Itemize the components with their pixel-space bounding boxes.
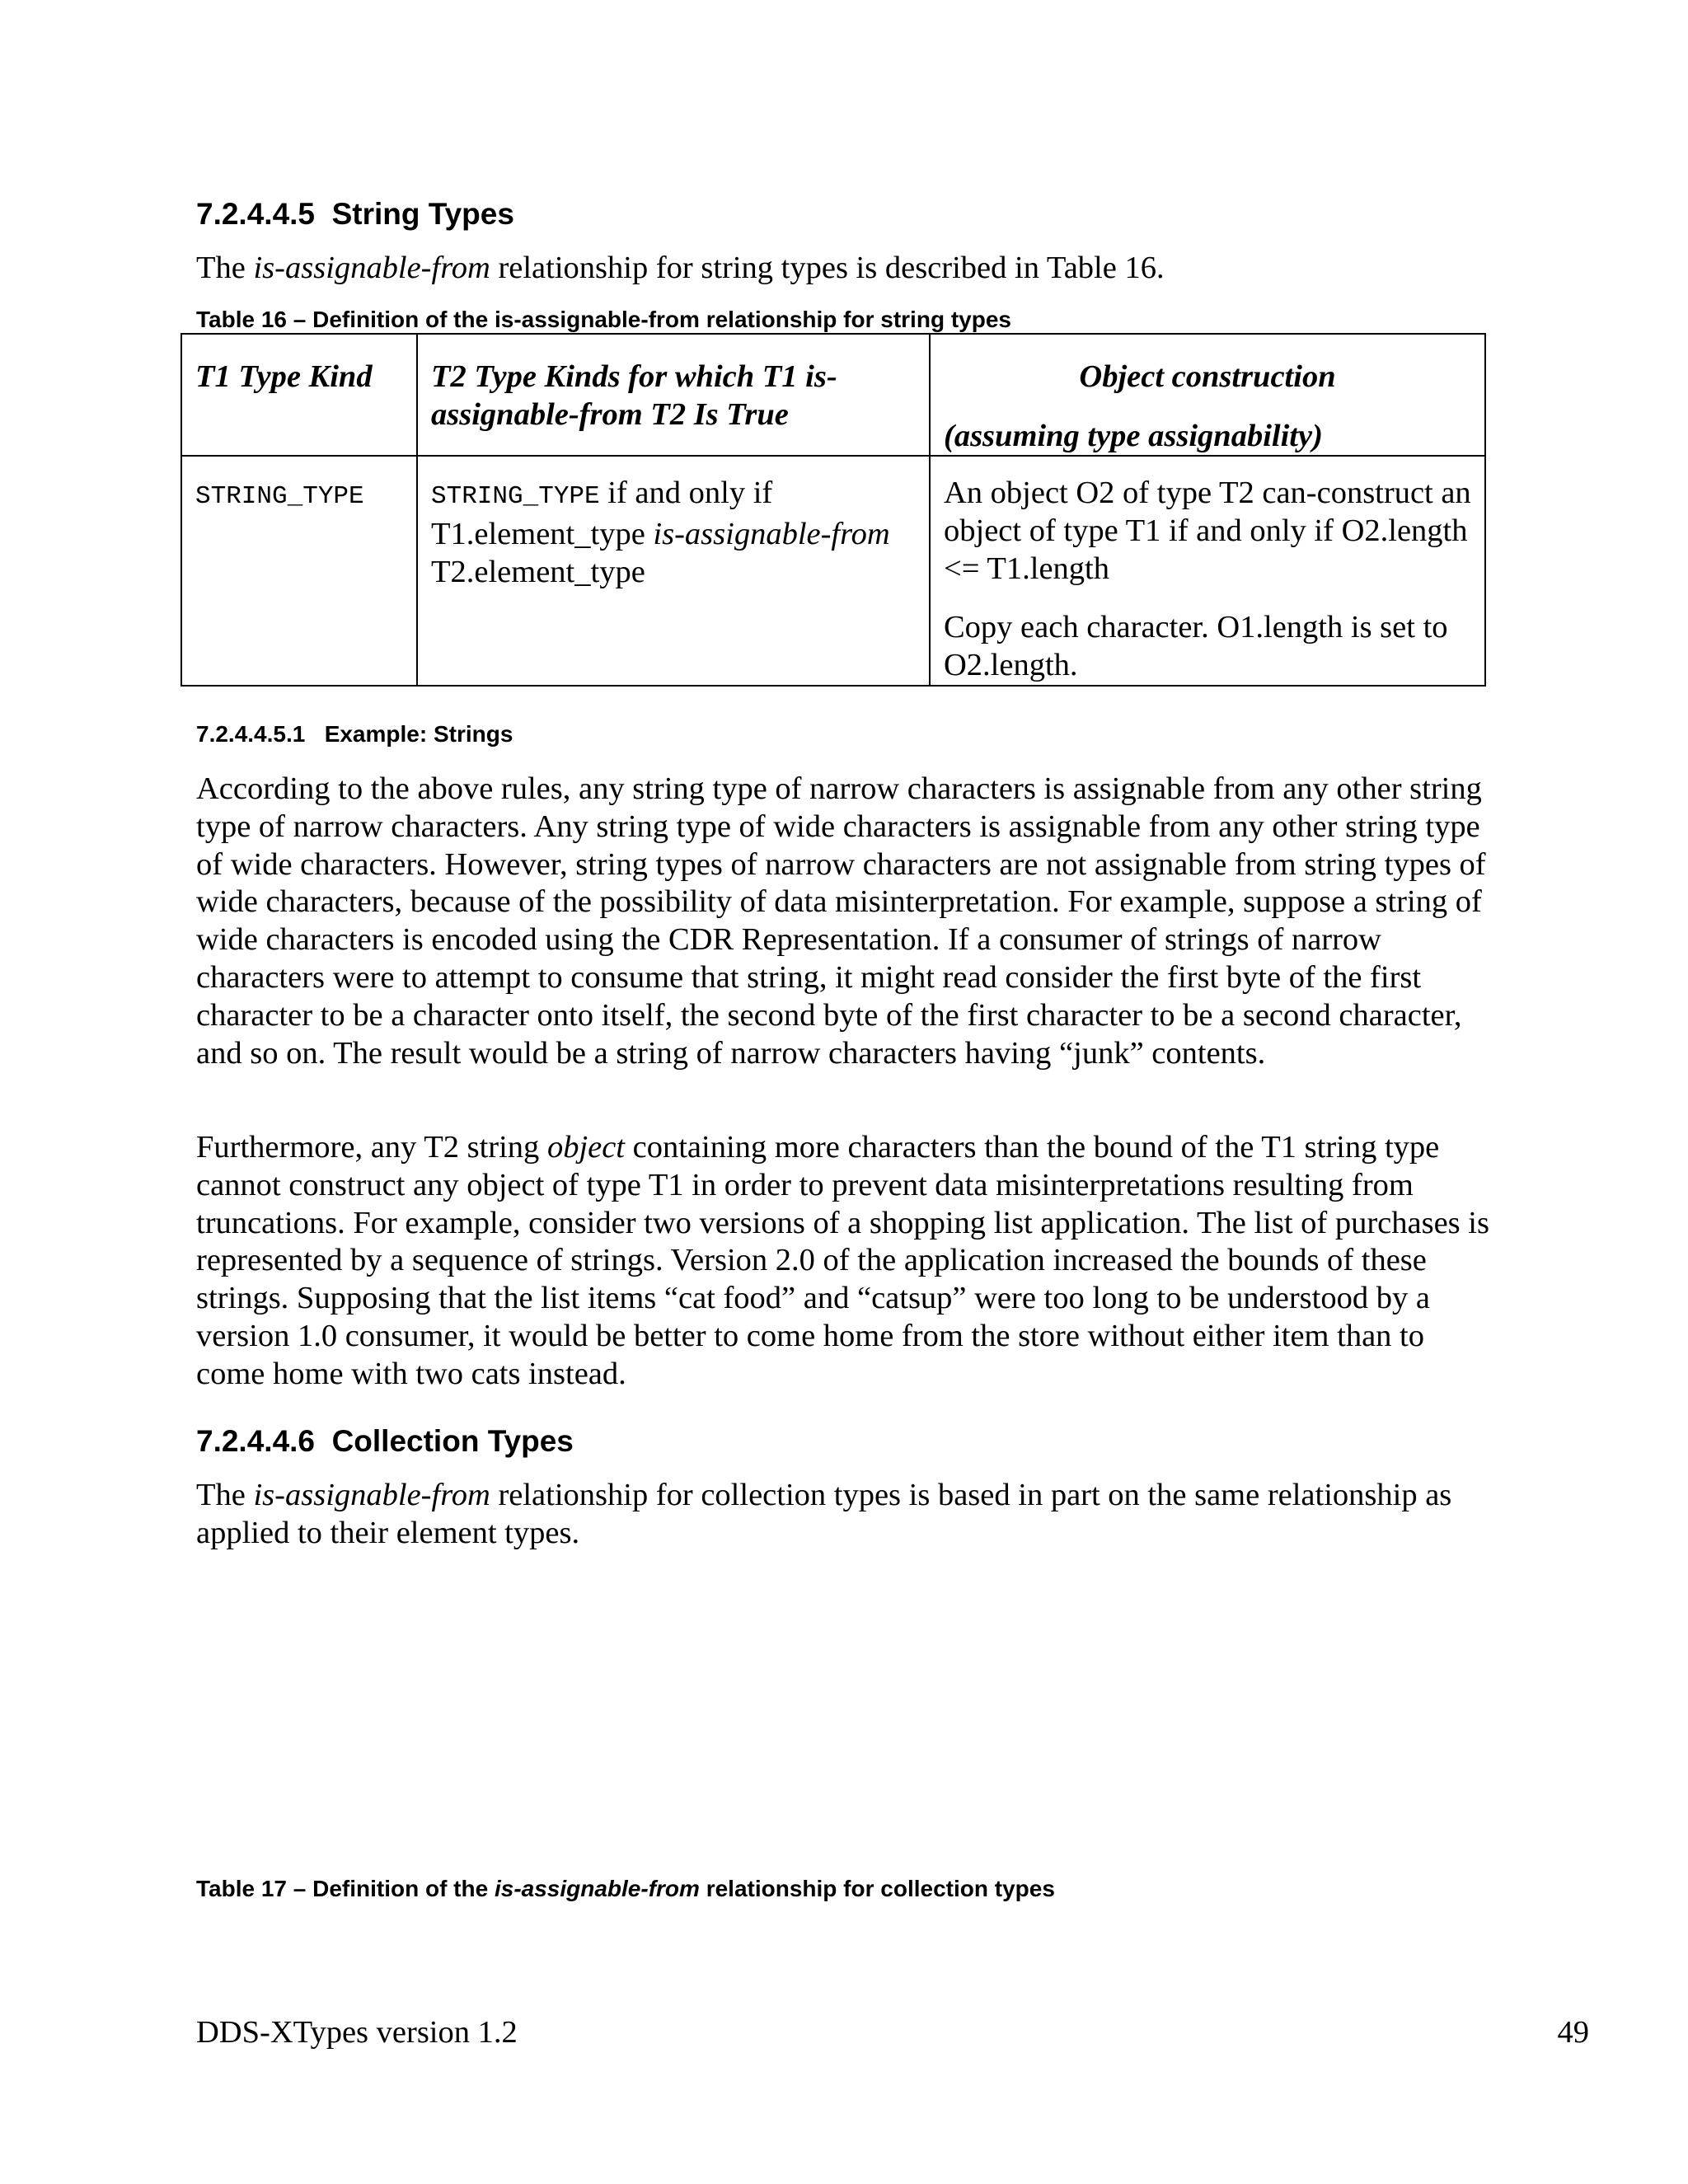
subsection-heading [196, 723, 513, 746]
subsection-title: Example: Strings [324, 721, 513, 747]
section-title: String Types [331, 197, 514, 231]
caption-text: relationship for collection types [699, 1876, 1055, 1901]
construction-paragraph: Copy each character. O1.length is set to O2.length. [944, 610, 1448, 683]
t2-kind-term: is-assignable-from [653, 516, 890, 551]
section-intro [196, 250, 1490, 288]
paragraph-text: Furthermore, any T2 string [196, 1130, 547, 1165]
intro-text: The [196, 251, 254, 285]
construction-paragraph: An object O2 of type T2 can-construct an object of type T1 if and only if O2.length <= T1.length [944, 476, 1471, 586]
section-intro [196, 1477, 1490, 1553]
section-heading [196, 1426, 574, 1456]
section-title: Collection Types [331, 1424, 574, 1458]
intro-term: is-assignable-from [253, 251, 490, 285]
t2-kind-code: STRING_TYPE [431, 482, 600, 511]
footer-page-number: 49 [1557, 2015, 1589, 2050]
t1-kind-code: STRING_TYPE [195, 482, 364, 511]
section-number: 7.2.4.4.6 [196, 1424, 316, 1458]
intro-term: is-assignable-from [253, 1478, 490, 1512]
cell-t2-kinds [417, 456, 930, 686]
intro-text: relationship for string types is described in Table 16. [490, 251, 1165, 285]
header-t1-type-kind: T1 Type Kind [181, 334, 417, 456]
table-16 [181, 333, 1486, 687]
cell-object-construction [930, 456, 1485, 686]
cell-t1-kind [181, 456, 417, 686]
example-paragraph-2 [196, 1129, 1490, 1394]
example-paragraph-1: According to the above rules, any string type of narrow characters is assignable from any other string type of narrow characters. Any string type of wide characters is assignable from any other string type of wide characters. However, string types of narrow characters are not assignable from string types of wide characters, because of the possibility of data misinterpretation. For example, suppose a string of wide characters is encoded using the CDR Representation. If a consumer of strings of narrow characters were to attempt to consume that string, it might read consider the first byte of the first character to be a character onto itself, the second byte of the first character to be a second character, and so on. The result would be a string of narrow characters having “junk” contents. [196, 771, 1486, 1071]
section-heading [196, 199, 514, 229]
header-object-construction [930, 334, 1485, 456]
header-t2-type-kinds: T2 Type Kinds for which T1 is-assignable-from T2 Is True [417, 334, 930, 456]
paragraph-term: object [546, 1130, 626, 1165]
caption-term: is-assignable-from [494, 1876, 700, 1901]
table-16-caption: Table 16 – Definition of the is-assignable-from relationship for string types [196, 307, 1011, 332]
paragraph-text: containing more characters than the bound of the T1 string type cannot construct any object of type T1 in order to prevent data misinterpretations resulting from truncations. For example, consider two versions of a shopping list application. The list of purchases is represented by a sequence of strings. Version 2.0 of the application increased the bounds of these strings. Supposing that the list items “cat food” and “catsup” were too long to be understood by a version 1.0 consumer, it would be better to come home from the store without either item than to come home with two cats instead. [196, 1130, 1489, 1391]
intro-text: The [196, 1478, 254, 1512]
section-number: 7.2.4.4.5 [196, 197, 316, 231]
table-row [181, 456, 1485, 686]
footer-document-name: DDS-XTypes version 1.2 [196, 2015, 518, 2050]
t2-kind-text: T2.element_type [431, 554, 645, 589]
subsection-number: 7.2.4.4.5.1 [196, 721, 306, 747]
intro-text: relationship for collection types is based in part on the same relationship as applied to their element types. [196, 1478, 1452, 1550]
t2-kind-text: if and only if T1.element_type [431, 476, 773, 551]
header-object-construction-subtitle: (assuming type assignability) [944, 419, 1323, 453]
table-17-caption [196, 1877, 1055, 1900]
table-header-row [181, 334, 1485, 456]
caption-text: Table 17 – Definition of the [196, 1876, 495, 1901]
header-object-construction-title: Object construction [1079, 359, 1336, 394]
